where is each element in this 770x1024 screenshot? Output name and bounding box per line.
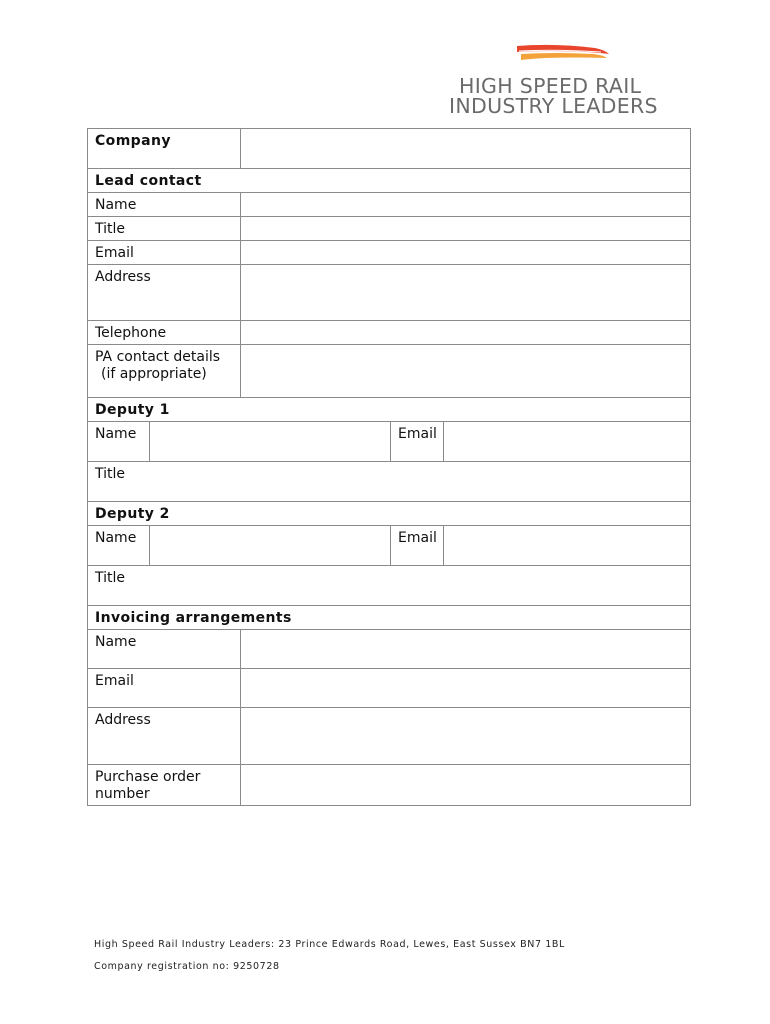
deputy2-email-label: Email bbox=[391, 526, 444, 566]
lead-telephone-label: Telephone bbox=[88, 321, 241, 345]
lead-name-label: Name bbox=[88, 193, 241, 217]
company-logo bbox=[449, 42, 681, 116]
deputy2-email-field[interactable] bbox=[444, 526, 691, 566]
lead-address-label: Address bbox=[88, 265, 241, 321]
logo-text-line1: HIGH SPEED RAIL bbox=[459, 74, 642, 98]
company-label: Company bbox=[88, 129, 241, 169]
lead-email-label: Email bbox=[88, 241, 241, 265]
deputy1-title-row[interactable]: Title bbox=[88, 462, 691, 502]
lead-address-field[interactable] bbox=[241, 265, 691, 321]
lead-contact-heading: Lead contact bbox=[88, 169, 691, 193]
invoicing-address-label: Address bbox=[88, 708, 241, 765]
company-field[interactable] bbox=[241, 129, 691, 169]
invoicing-name-field[interactable] bbox=[241, 630, 691, 669]
deputy1-email-label: Email bbox=[391, 422, 444, 462]
registration-form bbox=[87, 128, 691, 806]
lead-pa-label-line2: (if appropriate) bbox=[101, 366, 207, 382]
invoicing-email-field[interactable] bbox=[241, 669, 691, 708]
deputy1-heading: Deputy 1 bbox=[88, 398, 691, 422]
invoicing-po-field[interactable] bbox=[241, 765, 691, 806]
invoicing-po-label-line2: number bbox=[95, 786, 150, 802]
deputy2-heading: Deputy 2 bbox=[88, 502, 691, 526]
lead-name-field[interactable] bbox=[241, 193, 691, 217]
lead-pa-label bbox=[88, 345, 241, 398]
invoicing-po-label bbox=[88, 765, 241, 806]
deputy2-title-row[interactable]: Title bbox=[88, 566, 691, 606]
lead-title-label: Title bbox=[88, 217, 241, 241]
invoicing-heading: Invoicing arrangements bbox=[88, 606, 691, 630]
invoicing-email-label: Email bbox=[88, 669, 241, 708]
deputy1-name-field[interactable] bbox=[150, 422, 391, 462]
invoicing-name-label: Name bbox=[88, 630, 241, 669]
footer-registration: Company registration no: 9250728 bbox=[94, 961, 280, 972]
lead-email-field[interactable] bbox=[241, 241, 691, 265]
footer-address: High Speed Rail Industry Leaders: 23 Prince Edwards Road, Lewes, East Sussex BN7 1BL bbox=[94, 939, 565, 950]
deputy2-name-label: Name bbox=[88, 526, 150, 566]
swoosh-icon bbox=[515, 42, 611, 64]
deputy1-name-label: Name bbox=[88, 422, 150, 462]
lead-title-field[interactable] bbox=[241, 217, 691, 241]
invoicing-address-field[interactable] bbox=[241, 708, 691, 765]
lead-telephone-field[interactable] bbox=[241, 321, 691, 345]
deputy2-name-field[interactable] bbox=[150, 526, 391, 566]
invoicing-po-label-line1: Purchase order bbox=[95, 769, 201, 785]
logo-text-line2: INDUSTRY LEADERS bbox=[449, 94, 658, 118]
deputy1-email-field[interactable] bbox=[444, 422, 691, 462]
lead-pa-field[interactable] bbox=[241, 345, 691, 398]
lead-pa-label-line1: PA contact details bbox=[95, 349, 221, 365]
